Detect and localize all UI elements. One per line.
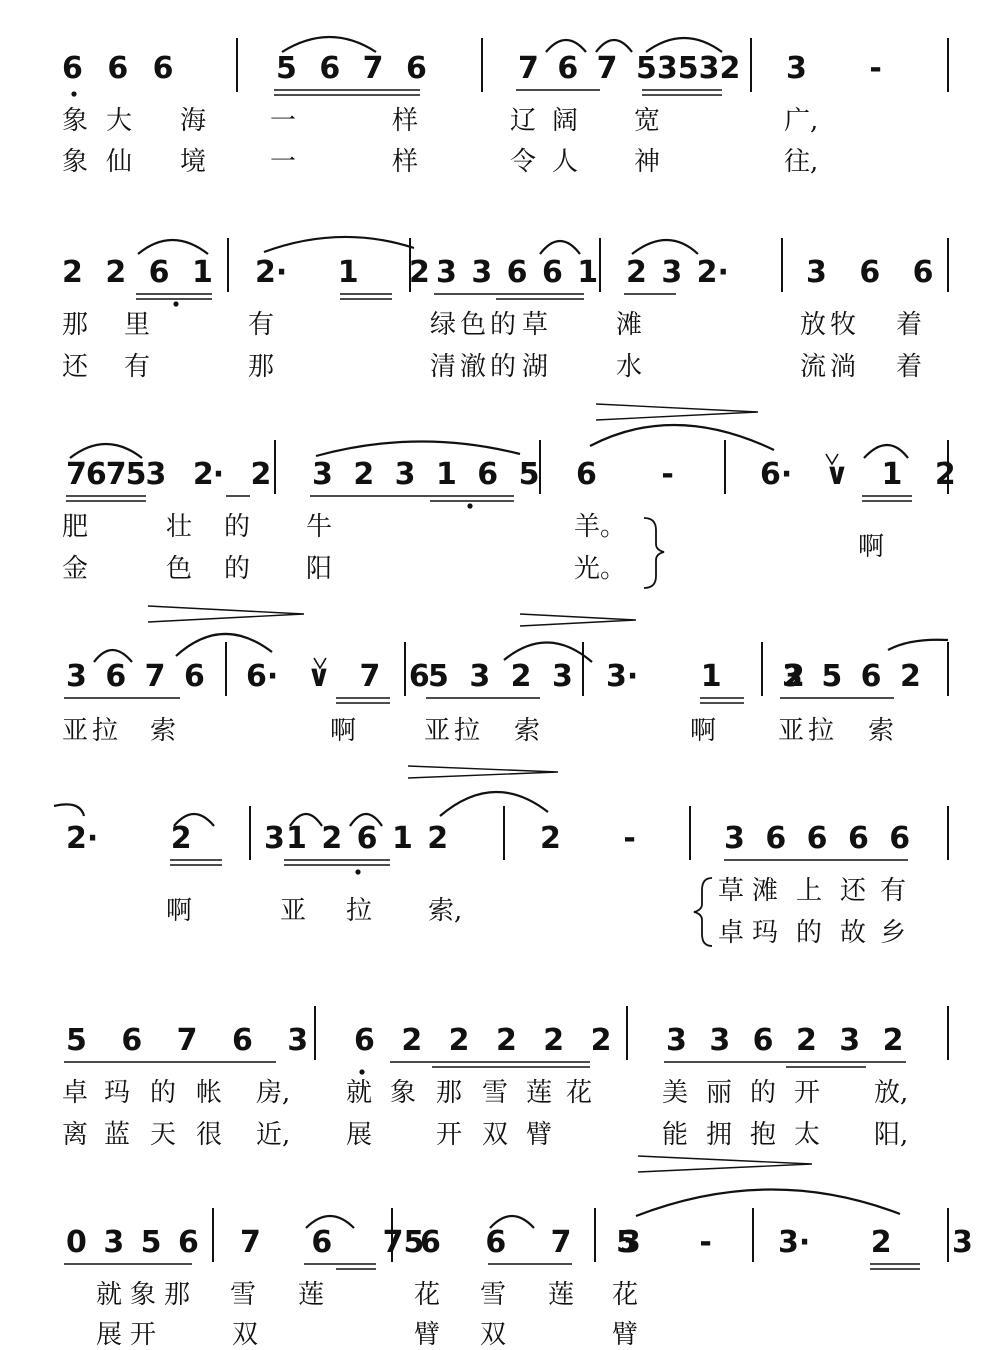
lyric-char: 索 xyxy=(868,716,895,746)
lyric-char: 着 xyxy=(896,352,923,382)
measure-15-notes: 6· ∨ 7 6 xyxy=(246,659,430,694)
lyric-char: 广, xyxy=(784,106,819,136)
lyric-char: 啊 xyxy=(166,896,193,926)
lyric-char: 象 xyxy=(390,1078,417,1108)
measure-27-notes: 7 6 75 xyxy=(240,1225,425,1260)
lyric-char: 帐 xyxy=(196,1078,223,1108)
lyric-char: 大 xyxy=(106,106,133,136)
lyric-char: 放, xyxy=(874,1078,909,1108)
lyric-char: 水 xyxy=(616,352,643,382)
lyric-char: 花 xyxy=(612,1280,639,1310)
lyric-char: 索 xyxy=(150,716,177,746)
lyric-char: 的 xyxy=(490,352,517,382)
lyric-char: 那 xyxy=(436,1078,463,1108)
lyric-char: 草 xyxy=(718,876,745,906)
measure-22-notes: 3 6 6 6 6 xyxy=(724,821,911,856)
lyric-char: 美 xyxy=(662,1078,689,1108)
measure-6-notes: 2· 1 2 xyxy=(255,255,430,290)
lyric-char: 的 xyxy=(224,512,251,542)
lyric-char: 莲 xyxy=(526,1078,553,1108)
lyric-char: 双 xyxy=(480,1320,507,1350)
measure-5-notes: 2 2 6 1 xyxy=(62,255,213,290)
lyric-char: 色 xyxy=(460,310,487,340)
measure-13-notes: 6· ∨ 1 2 xyxy=(760,457,956,492)
measure-17-notes: 3· 1 2 xyxy=(606,659,805,694)
lyric-char: 清 xyxy=(430,352,457,382)
lyric-char: 亚 xyxy=(62,716,89,746)
lyric-char: 的 xyxy=(150,1078,177,1108)
lyric-char: 臂 xyxy=(414,1320,441,1350)
measure-10-notes: 76753 2· 2 xyxy=(66,457,271,492)
lyric-char: 展 xyxy=(346,1120,373,1150)
lyric-char: 雪 xyxy=(480,1280,507,1310)
lyric-char: 索, xyxy=(428,896,463,926)
lyric-char: 拉 xyxy=(92,716,119,746)
measure-18-notes: 3 5 6 2 xyxy=(782,659,921,694)
lyric-char: 湖 xyxy=(522,352,549,382)
lyric-char: 澈 xyxy=(460,352,487,382)
lyric-char: 那 xyxy=(62,310,89,340)
measure-11-notes: 3 2 3 1 6 5 xyxy=(312,457,540,492)
lyric-char: 阳 xyxy=(306,554,333,584)
measure-25-notes: 3 3 6 2 3 2 xyxy=(666,1023,904,1058)
lyric-char: 卓 xyxy=(718,918,745,948)
lyric-char: 抱 xyxy=(750,1120,777,1150)
lyric-char: 天 xyxy=(150,1120,177,1150)
lyric-char: 滩 xyxy=(752,876,779,906)
lyric-char: 有 xyxy=(880,876,907,906)
lyric-char: 人 xyxy=(552,147,579,177)
lyric-char: 象 xyxy=(62,147,89,177)
lyric-char: 卓 xyxy=(62,1078,89,1108)
measure-28-notes: 6 6 7 5 xyxy=(420,1225,637,1260)
lyric-char: 牧 xyxy=(830,310,857,340)
lyric-char: 的 xyxy=(750,1078,777,1108)
lyric-char: 亚 xyxy=(424,716,451,746)
lyric-char: 境 xyxy=(180,147,207,177)
lyric-char: 玛 xyxy=(752,918,779,948)
lyric-char: 故 xyxy=(840,918,867,948)
lyric-char: 仙 xyxy=(106,147,133,177)
lyric-char: 阳, xyxy=(874,1120,909,1150)
lyric-char: 上 xyxy=(796,876,823,906)
lyric-char: 有 xyxy=(124,352,151,382)
lyric-char: 花 xyxy=(566,1078,593,1108)
measure-24-notes: 6 2 2 2 2 2 xyxy=(354,1023,612,1058)
lyric-char: 拥 xyxy=(706,1120,733,1150)
measure-29-notes: 3 - xyxy=(620,1225,712,1260)
lyric-char: 莲 xyxy=(298,1280,325,1310)
lyric-char: 近, xyxy=(256,1120,291,1150)
interjection-ah: 啊 xyxy=(858,532,885,562)
lyric-char: 能 xyxy=(662,1120,689,1150)
lyric-char: 样 xyxy=(392,147,419,177)
lyric-char: 亚 xyxy=(778,716,805,746)
lyric-char: 一 xyxy=(270,106,297,136)
lyric-char: 海 xyxy=(180,106,207,136)
lyric-char: 放 xyxy=(800,310,827,340)
lyric-char: 神 xyxy=(634,147,661,177)
lyric-char: 象 xyxy=(62,106,89,136)
lyric-char: 房, xyxy=(256,1078,291,1108)
lyric-char: 亚 xyxy=(280,896,307,926)
lyric-char: 有 xyxy=(248,310,275,340)
lyric-char: 臂 xyxy=(526,1120,553,1150)
measure-20-notes: 1 2 6 1 2 xyxy=(286,821,449,856)
lyric-char: 样 xyxy=(392,106,419,136)
measure-26-notes: 0 3 5 6 xyxy=(66,1225,199,1260)
lyric-char: 臂 xyxy=(612,1320,639,1350)
lyric-char: 往, xyxy=(784,147,819,177)
lyric-char: 开 xyxy=(130,1320,157,1350)
lyric-char: 的 xyxy=(224,554,251,584)
lyric-char: 就 xyxy=(346,1078,373,1108)
lyric-char: 开 xyxy=(436,1120,463,1150)
lyric-char: 很 xyxy=(196,1120,223,1150)
lyric-char: 的 xyxy=(490,310,517,340)
lyric-char: 索 xyxy=(514,716,541,746)
measure-4-notes: 3 - xyxy=(786,51,882,86)
lyric-char: 拉 xyxy=(454,716,481,746)
measure-1-notes: 6 6 6 xyxy=(62,51,174,86)
lyric-char: 还 xyxy=(62,352,89,382)
lyric-char: 辽 xyxy=(510,106,537,136)
measure-19-notes: 2· 2 3 xyxy=(66,821,285,856)
measure-9-notes: 3 6 6 xyxy=(806,255,934,290)
measure-23-notes: 5 6 7 6 3 xyxy=(66,1023,309,1058)
lyric-char: 流 xyxy=(800,352,827,382)
lyric-char: 丽 xyxy=(706,1078,733,1108)
lyric-char: 花 xyxy=(414,1280,441,1310)
measure-12-notes: 6 - xyxy=(576,457,674,492)
lyric-char: 玛 xyxy=(104,1078,131,1108)
lyric-char: 那 xyxy=(248,352,275,382)
lyric-char: 绿 xyxy=(430,310,457,340)
lyric-char: 光。 xyxy=(574,554,627,584)
lyric-char: 牛 xyxy=(306,512,333,542)
measure-2-notes: 5 6 7 6 xyxy=(276,51,427,86)
lyric-char: 宽 xyxy=(634,106,661,136)
lyric-char: 阔 xyxy=(552,106,579,136)
measure-16-notes: 5 3 2 3 xyxy=(428,659,573,694)
lyric-char: 草 xyxy=(522,310,549,340)
lyric-char: 里 xyxy=(124,310,151,340)
lyric-char: 蓝 xyxy=(104,1120,131,1150)
lyric-char: 拉 xyxy=(346,896,373,926)
lyric-char: 还 xyxy=(840,876,867,906)
lyric-char: 肥 xyxy=(62,512,89,542)
lyric-char: 展 xyxy=(96,1320,123,1350)
measure-30-notes: 3· 2 3 xyxy=(778,1225,973,1260)
lyric-char: 拉 xyxy=(808,716,835,746)
lyric-char: 那 xyxy=(164,1280,191,1310)
lyric-char: 一 xyxy=(270,147,297,177)
lyric-char: 啊 xyxy=(330,716,357,746)
measure-14-notes: 3 6 7 6 xyxy=(66,659,205,694)
lyric-char: 滩 xyxy=(616,310,643,340)
lyric-char: 淌 xyxy=(830,352,857,382)
lyric-char: 莲 xyxy=(548,1280,575,1310)
lyric-char: 羊。 xyxy=(574,512,627,542)
lyric-char: 雪 xyxy=(482,1078,509,1108)
lyric-char: 双 xyxy=(482,1120,509,1150)
lyric-char: 雪 xyxy=(230,1280,257,1310)
lyric-char: 离 xyxy=(62,1120,89,1150)
octave-dots xyxy=(71,91,472,1074)
measure-7-notes: 3 3 6 6 1 xyxy=(436,255,599,290)
measure-8-notes: 2 3 2· xyxy=(626,255,729,290)
lyric-char: 的 xyxy=(796,918,823,948)
measure-21-notes: 2 - xyxy=(540,821,636,856)
lyric-char: 象 xyxy=(130,1280,157,1310)
lyric-char: 啊 xyxy=(690,716,717,746)
lyric-char: 金 xyxy=(62,554,89,584)
lyric-char: 着 xyxy=(896,310,923,340)
lyric-char: 壮 xyxy=(166,512,193,542)
lyric-char: 色 xyxy=(166,554,193,584)
lyric-char: 双 xyxy=(232,1320,259,1350)
lyric-char: 令 xyxy=(510,147,537,177)
lyric-char: 就 xyxy=(96,1280,123,1310)
measure-3-notes: 7 6 7 53532 xyxy=(518,51,741,86)
lyric-char: 乡 xyxy=(880,918,907,948)
lyric-char: 开 xyxy=(794,1078,821,1108)
lyric-char: 太 xyxy=(794,1120,821,1150)
